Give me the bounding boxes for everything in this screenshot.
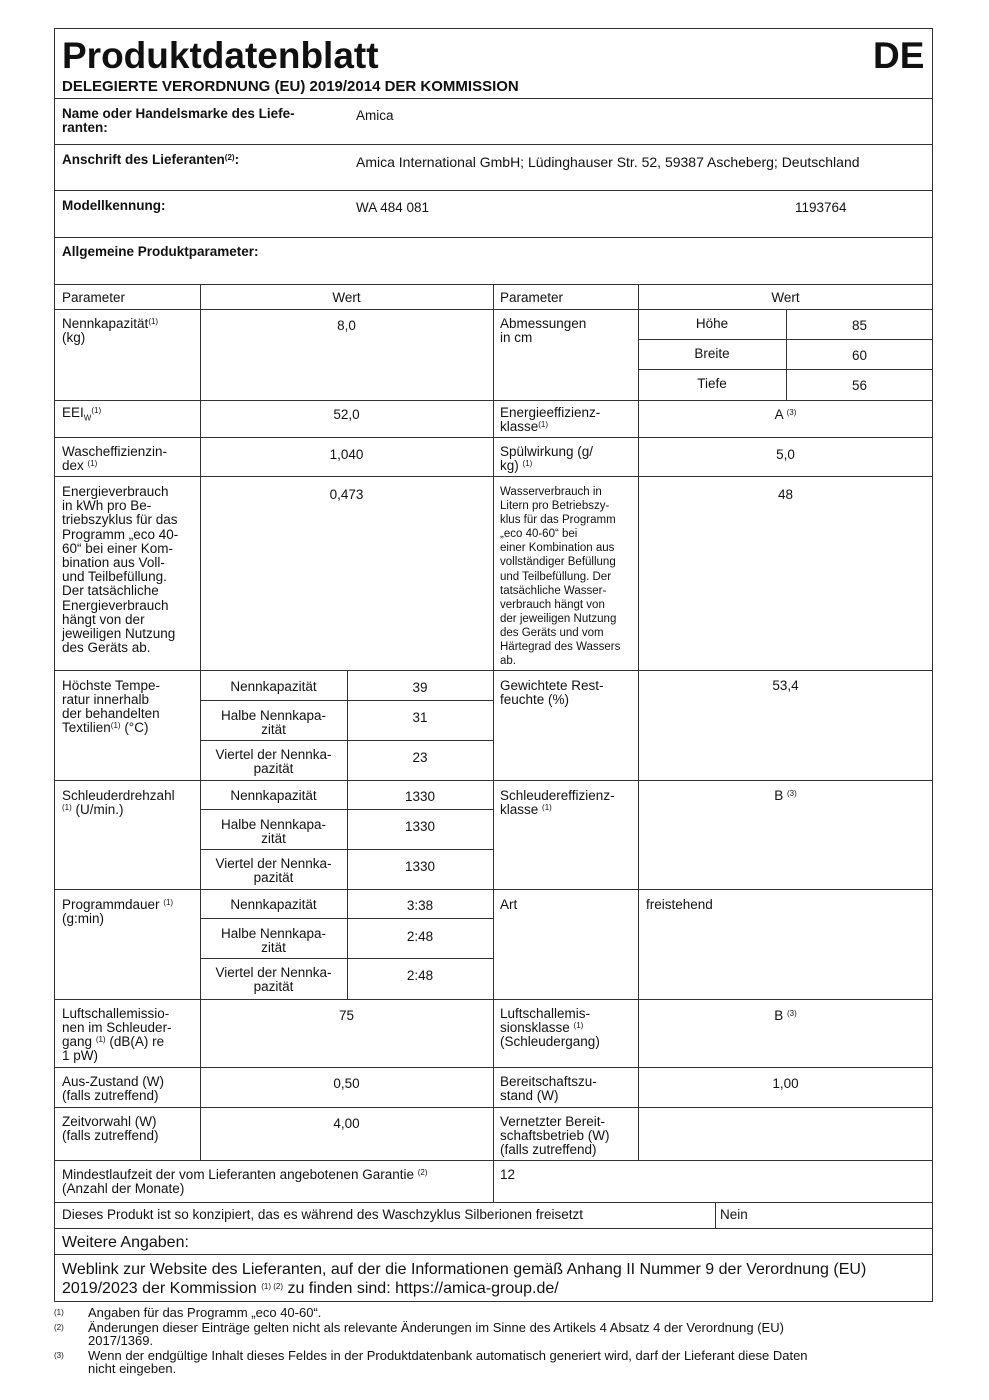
divider <box>54 670 933 671</box>
divider <box>54 1254 933 1255</box>
spin-class-label: Schleudereffizienz- klasse $^{(1)}$ <box>500 788 615 817</box>
supplier-name-value: Amica <box>356 108 394 123</box>
networked-standby-label: Vernetzter Bereit- schaftsbetrieb (W) (falls zutreffend) <box>500 1114 610 1157</box>
further-info-label: Weitere Angaben: <box>62 1234 189 1251</box>
footnote-number: (1) <box>54 1308 64 1317</box>
width-label: Breite <box>694 346 730 361</box>
regulation-title: DELEGIERTE VERORDNUNG (EU) 2019/2014 DER KOMMISSION <box>62 78 519 95</box>
standby-label: Bereitschaftszu- stand (W) <box>500 1074 597 1103</box>
general-parameters-label: Allgemeine Produktparameter: <box>62 244 259 259</box>
moisture-value: 53,4 <box>772 678 799 693</box>
divider <box>54 1202 933 1203</box>
height-label: Höhe <box>695 316 729 331</box>
column-header-value-2: Wert <box>771 290 800 305</box>
width-value: 60 <box>851 348 868 363</box>
divider <box>200 740 493 741</box>
delay-start-value: 4,00 <box>333 1116 360 1131</box>
country-code: DE <box>873 35 925 76</box>
energy-class-value: A $^{(3)}$ <box>774 407 797 422</box>
divider <box>200 700 493 701</box>
model-label: Modellkennung: <box>62 198 166 213</box>
supplier-name-label: Name oder Handelsmarke des Liefe- ranten: <box>62 106 295 135</box>
grid-line <box>493 284 494 1202</box>
duration-row-label: Halbe Nennkapa- zität <box>220 926 327 955</box>
spin-speed-row-value: 1330 <box>404 789 436 804</box>
height-value: 85 <box>851 318 868 333</box>
page-title: Produktdatenblatt <box>62 35 379 76</box>
divider <box>54 1160 933 1161</box>
dimensions-label: Abmessungen in cm <box>500 316 587 345</box>
temperature-row-label: Nennkapazität <box>230 679 317 694</box>
divider <box>638 369 933 370</box>
divider <box>54 237 933 238</box>
divider <box>54 780 933 781</box>
guarantee-value: 12 <box>500 1167 516 1182</box>
divider <box>54 476 933 477</box>
eei-label: $EEI_W^{(1)}$ <box>62 405 102 423</box>
model-code: 1193764 <box>795 200 847 215</box>
moisture-label: Gewichtete Rest- feuchte (%) <box>500 678 604 707</box>
rinse-label: Spülwirkung (g/ kg) $^{(1)}$ <box>500 444 594 473</box>
column-header-parameter: Parameter <box>62 290 126 305</box>
capacity-label: Nennkapazität$^{(1)}$ (kg) <box>62 316 159 345</box>
divider <box>200 918 493 919</box>
supplier-address-label: Anschrift des Lieferanten$^{(2)}$: <box>62 152 240 167</box>
type-value: freistehend <box>646 897 713 912</box>
spin-speed-row-label: Halbe Nennkapa- zität <box>220 817 327 846</box>
temperature-row-label: Halbe Nennkapa- zität <box>220 708 327 737</box>
duration-label: Programmdauer $^{(1)}$ (g:min) <box>62 897 174 926</box>
divider <box>200 809 493 810</box>
duration-row-value: 2:48 <box>406 968 434 983</box>
duration-row-value: 2:48 <box>406 929 434 944</box>
divider <box>54 999 933 1000</box>
spin-speed-label: Schleuderdrehzahl $^{(1)}$ (U/min.) <box>62 788 175 817</box>
depth-label: Tiefe <box>697 376 727 391</box>
silver-ions-label: Dieses Produkt ist so konzipiert, das es während des Waschzyklus Silberionen freisetzt <box>62 1207 583 1222</box>
temperature-row-value: 39 <box>412 680 428 695</box>
model-value: WA 484 081 <box>356 200 430 215</box>
noise-class-label: Luftschallemis- sionsklasse $^{(1)}$ (Schleudergang) <box>500 1006 600 1049</box>
divider <box>54 1107 933 1108</box>
noise-class-value: B $^{(3)}$ <box>774 1008 797 1023</box>
divider <box>54 144 933 145</box>
type-label: Art <box>500 897 518 912</box>
divider <box>200 958 493 959</box>
temperature-label: Höchste Tempe- ratur innerhalb der behandelten Textilien$^{(1)}$ (°C) <box>62 678 161 735</box>
duration-row-label: Nennkapazität <box>230 897 317 912</box>
column-header-parameter-2: Parameter <box>500 290 564 305</box>
rinse-value: 5,0 <box>776 447 795 462</box>
water-consumption-label: Wasserverbrauch in Litern pro Betriebszy- klus für das Programm „eco 40-60“ bei einer Kombination aus vollständiger Befüllung und Teilbefüllung. Der tatsächliche Wasser- verbrauch hängt von der jeweiligen Nutzung des Geräts und vom Härtegrad des Wassers ab. <box>500 486 621 668</box>
spin-speed-row-value: 1330 <box>404 819 436 834</box>
guarantee-label: Mindestlaufzeit der vom Lieferanten angebotenen Garantie $^{(2)}$ (Anzahl der Monate) <box>62 1167 428 1196</box>
noise-value: 75 <box>338 1008 355 1023</box>
footnote-number: (3) <box>54 1351 64 1360</box>
footnote-text: Angaben für das Programm „eco 40-60“. <box>88 1305 322 1320</box>
divider <box>54 400 933 401</box>
divider <box>54 889 933 890</box>
temperature-row-label: Viertel der Nennka- pazität <box>215 747 332 776</box>
water-consumption-value: 48 <box>777 487 794 502</box>
divider <box>54 1067 933 1068</box>
temperature-row-value: 23 <box>412 750 428 765</box>
off-mode-value: 0,50 <box>333 1076 360 1091</box>
divider <box>54 98 933 99</box>
grid-line <box>715 1202 716 1228</box>
spin-speed-row-value: 1330 <box>404 859 436 874</box>
spin-speed-row-label: Nennkapazität <box>230 788 317 803</box>
wash-index-value: 1,040 <box>329 447 364 462</box>
divider <box>54 437 933 438</box>
divider <box>54 1228 933 1229</box>
footnote-text: Wenn der endgültige Inhalt dieses Feldes in der Produktdatenbank automatisch generiert wird, darf der Lieferant diese Daten nicht eingeben. <box>88 1348 808 1376</box>
divider <box>638 339 933 340</box>
eei-value: 52,0 <box>333 407 360 422</box>
temperature-row-value: 31 <box>412 710 428 725</box>
noise-label: Luftschallemissio- nen im Schleuder- gang $^{(1)}$ (dB(A) re 1 pW) <box>62 1006 172 1063</box>
divider <box>54 309 933 310</box>
duration-row-value: 3:38 <box>406 898 434 913</box>
wash-index-label: Wascheffizienzin- dex $^{(1)}$ <box>62 444 168 473</box>
spin-class-value: B $^{(3)}$ <box>774 788 797 803</box>
silver-ions-value: Nein <box>720 1207 748 1222</box>
off-mode-label: Aus-Zustand (W) (falls zutreffend) <box>62 1074 165 1103</box>
energy-consumption-value: 0,473 <box>329 487 364 502</box>
weblink-text: Weblink zur Website des Lieferanten, auf der die Informationen gemäß Anhang II Nummer 9 der Verordnung (EU) 2019/2023 der Kommission $^{(1) (2)}$ zu finden sind: https://amica-group.de/ <box>62 1261 867 1297</box>
divider <box>200 849 493 850</box>
column-header-value: Wert <box>332 290 361 305</box>
supplier-address-value: Amica International GmbH; Lüdinghauser Str. 52, 59387 Ascheberg; Deutschland <box>356 154 860 170</box>
spin-speed-row-label: Viertel der Nennka- pazität <box>215 856 332 885</box>
depth-value: 56 <box>851 378 868 393</box>
footnote-number: (2) <box>54 1323 64 1332</box>
energy-consumption-label: Energieverbrauch in kWh pro Be- triebszyklus für das Programm „eco 40- 60“ bei einer Kom- bination aus Voll- und Teilbefüllung. Der tatsächliche Energieverbrauch hängt von der jeweiligen Nutzung des Geräts ab. <box>62 484 179 656</box>
duration-row-label: Viertel der Nennka- pazität <box>215 965 332 994</box>
energy-class-label: Energieeffizienz- klasse$^{(1)}$ <box>500 405 601 434</box>
divider <box>54 190 933 191</box>
capacity-value: 8,0 <box>337 318 356 333</box>
footnote-text: Änderungen dieser Einträge gelten nicht als relevante Änderungen im Sinne des Artikels 4 Absatz 4 der Verordnung (EU) 2017/1369. <box>88 1320 784 1348</box>
standby-value: 1,00 <box>772 1076 799 1091</box>
delay-start-label: Zeitvorwahl (W) (falls zutreffend) <box>62 1114 159 1143</box>
